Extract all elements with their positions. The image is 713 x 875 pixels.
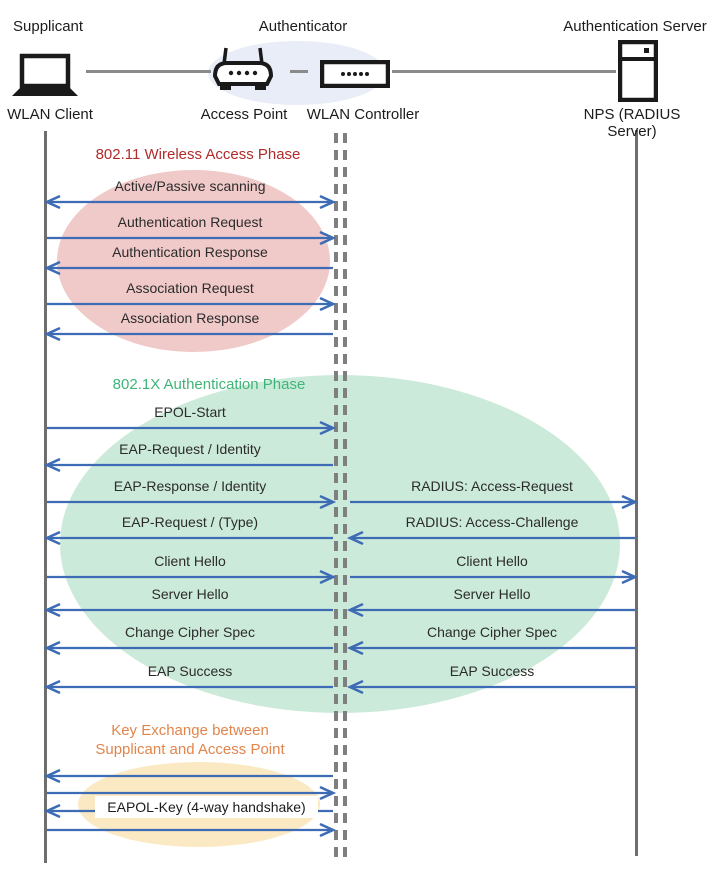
message-arrow — [47, 572, 333, 583]
message-label: Active/Passive scanning — [114, 178, 266, 194]
phase-title-keyexchange-line1: Key Exchange between — [111, 722, 269, 739]
message-arrow — [350, 572, 635, 583]
message-arrow — [47, 460, 333, 471]
message-label: Authentication Response — [112, 244, 268, 260]
role-supplicant: Supplicant — [13, 18, 84, 35]
message-arrow — [47, 825, 333, 836]
message-label: EAP Success — [449, 663, 535, 679]
message-arrow — [47, 497, 333, 508]
message-arrow — [350, 497, 635, 508]
message-label: RADIUS: Access-Challenge — [405, 514, 579, 530]
message-label: Server Hello — [453, 586, 531, 602]
message-label: EAP Success — [147, 663, 233, 679]
device-label-access-point: Access Point — [200, 106, 288, 123]
message-label: EPOL-Start — [154, 404, 226, 420]
message-arrow — [47, 423, 333, 434]
message-label: RADIUS: Access-Request — [411, 478, 573, 494]
role-authentication-server: Authentication Server — [563, 18, 707, 35]
message-label: EAP-Request / Identity — [119, 441, 261, 457]
message-label: Change Cipher Spec — [125, 624, 255, 640]
message-arrow — [350, 605, 635, 616]
device-label-wlan-controller: WLAN Controller — [306, 106, 420, 123]
role-authenticator: Authenticator — [258, 18, 348, 35]
message-arrow — [47, 263, 333, 274]
device-label-nps: NPS (RADIUS Server) — [583, 106, 681, 140]
message-label: Client Hello — [456, 553, 528, 569]
phase-title-wireless: 802.11 Wireless Access Phase — [95, 146, 301, 163]
message-arrow — [350, 533, 635, 544]
message-arrow — [350, 643, 635, 654]
eapol-key-label: EAPOL-Key (4-way handshake) — [95, 796, 318, 818]
message-arrow — [47, 605, 333, 616]
phase-title-dot1x: 802.1X Authentication Phase — [112, 376, 306, 393]
message-arrow — [47, 197, 333, 208]
message-arrow — [47, 682, 333, 693]
message-label: EAP-Response / Identity — [113, 478, 267, 494]
message-label: Change Cipher Spec — [427, 624, 557, 640]
message-label: Authentication Request — [117, 214, 263, 230]
message-arrow — [47, 771, 333, 782]
message-arrow — [350, 682, 635, 693]
message-label: Association Response — [120, 310, 260, 326]
message-arrow — [47, 533, 333, 544]
message-label: EAP-Request / (Type) — [121, 514, 259, 530]
device-label-wlan-client: WLAN Client — [7, 106, 93, 123]
message-label: Client Hello — [154, 553, 226, 569]
message-label: Server Hello — [151, 586, 229, 602]
message-label: Association Request — [126, 280, 254, 296]
message-arrow — [47, 643, 333, 654]
phase-title-keyexchange-line2: Supplicant and Access Point — [95, 741, 285, 758]
message-arrow — [47, 329, 333, 340]
